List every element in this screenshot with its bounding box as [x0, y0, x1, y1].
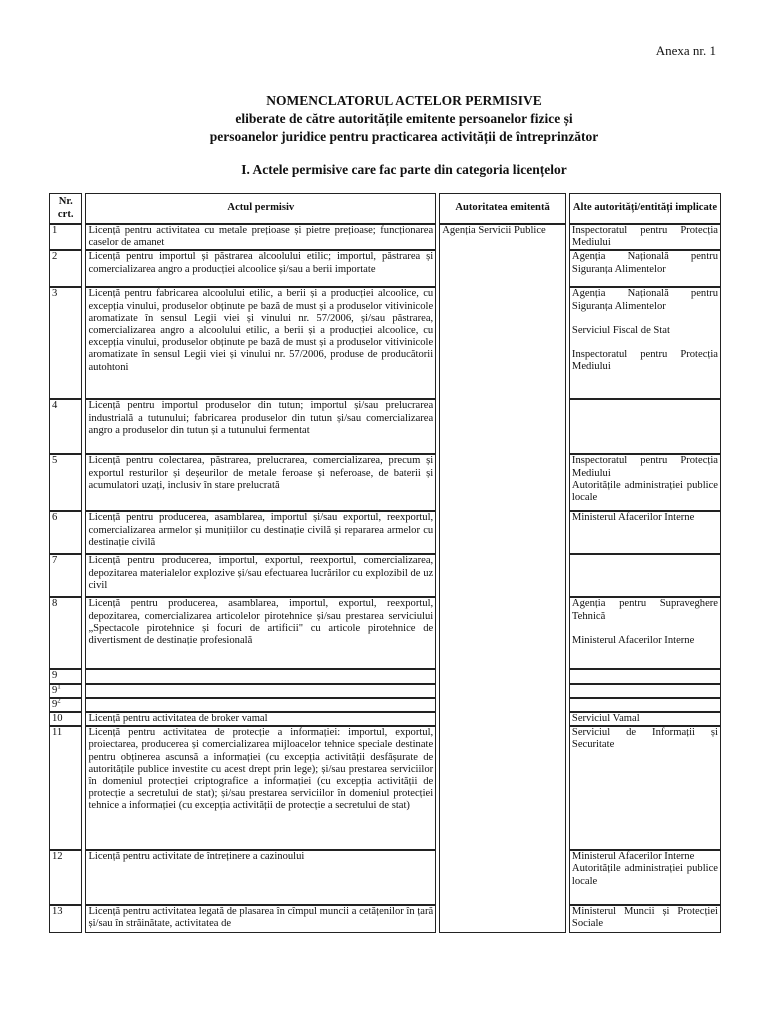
row-other-entity: Ministerul Muncii și Protecției Sociale: [569, 905, 721, 933]
row-other-entities: [569, 850, 721, 905]
table-row: [49, 287, 721, 399]
row-other-entity: [569, 399, 721, 454]
row-number: 7: [49, 554, 82, 597]
row-act: [85, 684, 436, 698]
other-entity: Ministerul Afacerilor Interne: [571, 634, 695, 646]
header-others: Alte autorități/entități implicate: [569, 193, 721, 224]
other-entity: Autoritățile administrației publice locale: [571, 863, 718, 887]
row-number: 13: [49, 905, 82, 933]
row-other-entity: Serviciul Vamal: [569, 712, 721, 726]
row-number: 1: [49, 224, 82, 250]
other-entity: Inspectoratul pentru Protecția Mediului: [571, 455, 718, 479]
table-row: [49, 597, 721, 669]
row-other-entity: Inspectoratul pentru Protecția Mediului: [569, 224, 721, 250]
document-subtitle-line1: eliberate de către autoritățile emitente persoanelor fizice și: [235, 111, 573, 126]
row-other-entities: [569, 454, 721, 511]
row-other-entity: Ministerul Afacerilor Interne: [569, 511, 721, 554]
issuing-authority: Agenția Servicii Publice: [439, 224, 566, 933]
row-number: 2: [49, 250, 82, 287]
table-header-row: [49, 193, 721, 224]
other-entity: Autoritățile administrației publice locale: [571, 479, 718, 504]
row-number: 3: [49, 287, 82, 399]
table-row: [49, 905, 721, 933]
row-act: Licență pentru producerea, asamblarea, importul, exportul, reexportul, depozitarea, comercializarea articolelor pirotehnice și/sau prestarea serviciului „Spectacole pirotehnice și focuri de artificii" cu articole pirotehnice de divertisment de destinație profesională: [85, 597, 436, 669]
table-row: [49, 454, 721, 511]
row-number: 10: [49, 712, 82, 726]
row-number: 8: [49, 597, 82, 669]
row-number: 6: [49, 511, 82, 554]
row-act: Licență pentru producerea, importul, exportul, reexportul, comercializarea, depozitarea materialelor explozive și/sau efectuarea lucrărilor cu explozibil de uz civil: [85, 554, 436, 597]
row-number: $9^1$: [49, 684, 82, 698]
row-act: Licență pentru activitate de întreținere a cazinoului: [85, 850, 436, 905]
row-other-entity: [569, 669, 721, 683]
row-act: Licență pentru importul produselor din tutun; importul și/sau prelucrarea industrială a tutunului; fabricarea produselor din tutun și/sau comercializarea angro a produselor din tutun și a tutunului fermentat: [85, 399, 436, 454]
other-entity: Agenția pentru Supraveghere Tehnică: [571, 598, 718, 622]
table-row: [49, 712, 721, 726]
row-act: Licență pentru fabricarea alcoolului etilic, a berii și a producției alcoolice, cu excepția vinului, produselor obținute pe bază de must și a produselor vitivinicole aromatizate în sensul Legii viei și vinului nr. 57/2006, și/sau păstrarea, comercializarea angro a alcoolului etilic, a berii și a producției alcoolice, cu excepția vinului, produselor obținute pe bază de must și a produselor vitivinicole aromatizate în sensul Legii viei și vinului nr. 57/2006, produse de producătorii autohtoni: [85, 287, 436, 399]
row-act: Licență pentru activitatea de protecție a informației: importul, exportul, proiectarea, producerea și comercializarea mijloacelor tehnice speciale destinate pentru obținerea ascunsă a informației (cu excepția activității desfășurate de autoritățile publice investite cu acest drept prin lege); și/sau prestarea serviciilor în domeniul protecției criptografice a informației (cu excepția activității de protecție a secretului de stat); și/sau prestarea serviciilor în domeniul protecției tehnice a informației (cu excepția activității de protecție a secretului de stat): [85, 726, 436, 850]
header-nr: Nr. crt.: [49, 193, 82, 224]
annex-label: Anexa nr. 1: [655, 43, 716, 58]
table-row: [49, 399, 721, 454]
header-authority: Autoritatea emitentă: [439, 193, 566, 224]
row-act: Licență pentru activitatea de broker vamal: [85, 712, 436, 726]
row-other-entity: [569, 684, 721, 698]
row-act: Licență pentru activitatea cu metale prețioase și pietre prețioase; funcționarea caselor de amanet: [85, 224, 436, 250]
other-entity: Serviciul Fiscal de Stat: [571, 324, 670, 336]
row-number: 9: [49, 669, 82, 683]
table-row: [49, 511, 721, 554]
table-row: [49, 250, 721, 287]
table-row: [49, 850, 721, 905]
row-other-entity: Serviciul de Informații și Securitate: [569, 726, 721, 850]
row-other-entity: [569, 698, 721, 712]
row-number: $9^2$: [49, 698, 82, 712]
other-entity: Agenția Națională pentru Siguranța Alimentelor: [571, 288, 718, 312]
table-row: [49, 726, 721, 850]
row-act: Licență pentru colectarea, păstrarea, prelucrarea, comercializarea, precum și exportul resturilor și deșeurilor de metale feroase și neferoase, de baterii și acumulatori uzați, inclusiv în stare prelucrată: [85, 454, 436, 511]
other-entity: Inspectoratul pentru Protecția Mediului: [571, 349, 718, 373]
row-other-entities: [569, 287, 721, 399]
row-other-entity: [569, 554, 721, 597]
permits-table: [46, 193, 724, 933]
table-row: [49, 554, 721, 597]
table-row: [49, 669, 721, 683]
table-row: [49, 684, 721, 698]
row-number: 4: [49, 399, 82, 454]
row-number: 11: [49, 726, 82, 850]
table-row: [49, 224, 721, 250]
table-row: [49, 698, 721, 712]
row-act: Licență pentru activitatea legată de plasarea în cîmpul muncii a cetățenilor în țară și/sau în străinătate, activitatea de: [85, 905, 436, 933]
section-heading: I. Actele permisive care fac parte din categoria licențelor: [241, 162, 567, 177]
other-entity: Ministerul Afacerilor Interne: [571, 851, 695, 863]
row-act: Licență pentru importul și păstrarea alcoolului etilic; importul, păstrarea și comercializarea angro a producției alcoolice și/sau a berii importate: [85, 250, 436, 287]
row-number: 5: [49, 454, 82, 511]
row-other-entities: [569, 597, 721, 669]
row-number: 12: [49, 850, 82, 905]
document-title: NOMENCLATORUL ACTELOR PERMISIVE: [266, 93, 542, 108]
document-subtitle-line2: persoanelor juridice pentru practicarea activității de întreprinzător: [209, 129, 599, 144]
row-act: [85, 669, 436, 683]
row-act: [85, 698, 436, 712]
row-other-entity: Agenția Națională pentru Siguranța Alimentelor: [569, 250, 721, 287]
header-act: Actul permisiv: [85, 193, 436, 224]
row-act: Licență pentru producerea, asamblarea, importul și/sau exportul, reexportul, comercializarea armelor și munițiilor cu destinație civilă și repararea armelor cu destinație civilă: [85, 511, 436, 554]
